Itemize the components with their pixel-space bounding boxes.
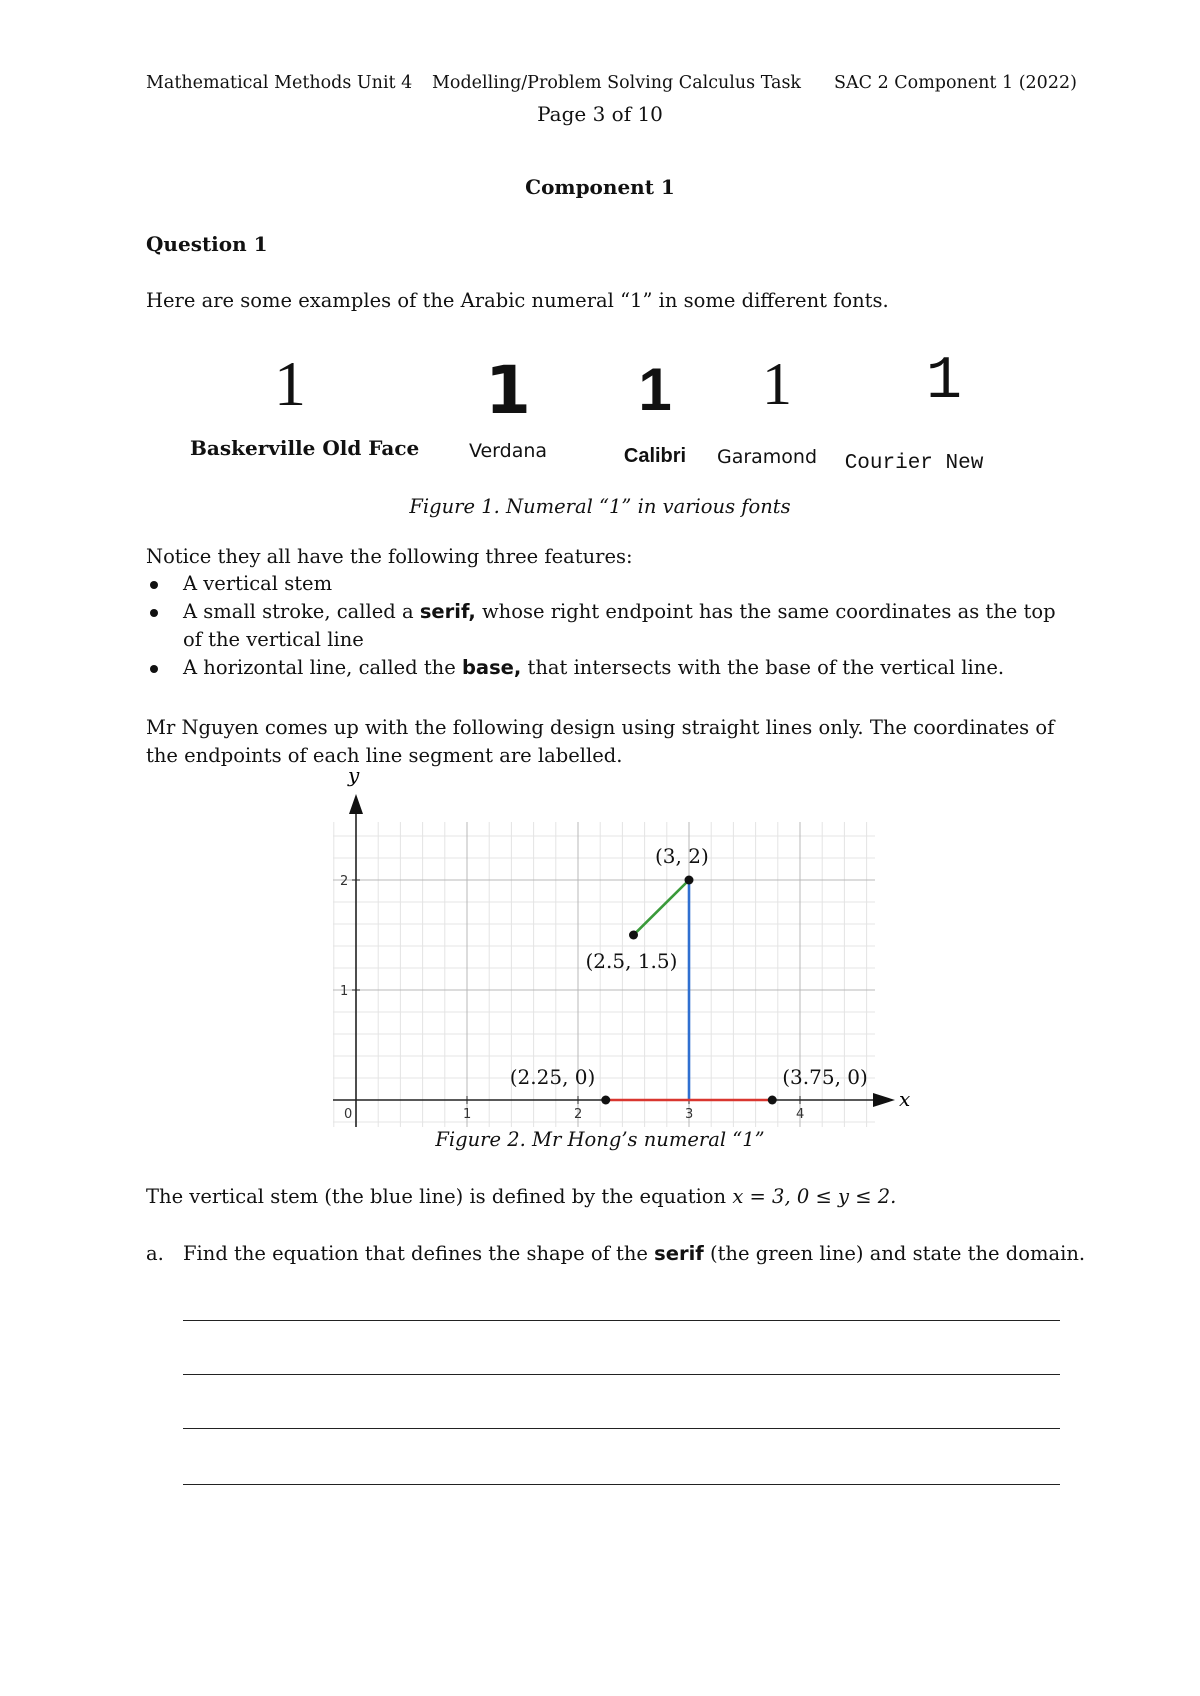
intro-text: Here are some examples of the Arabic numeral “1” in some different fonts. — [146, 289, 889, 312]
coordinate-label: (3, 2) — [655, 844, 709, 868]
glyph-calibri: 1 — [638, 356, 672, 423]
answer-line[interactable] — [183, 1428, 1060, 1429]
x-tick-label: 0 — [344, 1107, 353, 1122]
stem-text: The vertical stem (the blue line) is defined by the equation x = 3, 0 ≤ y ≤ 2. — [146, 1185, 897, 1208]
coordinate-label: (2.5, 1.5) — [585, 949, 678, 973]
figure2-caption: Figure 2. Mr Hong’s numeral “1” — [435, 1128, 765, 1151]
endpoint-dot — [768, 1096, 777, 1105]
notice-text: Notice they all have the following three features: — [146, 545, 633, 568]
font-name-calibri: Calibri — [623, 445, 687, 467]
answer-line[interactable] — [183, 1374, 1060, 1375]
coordinate-label: (2.25, 0) — [509, 1065, 596, 1089]
header-component: SAC 2 Component 1 (2022) — [834, 73, 1077, 93]
stem-equation: x = 3, 0 ≤ y ≤ 2. — [732, 1185, 897, 1208]
header-course: Mathematical Methods Unit 4 — [146, 73, 413, 93]
answer-line[interactable] — [183, 1484, 1060, 1485]
serif-segment — [634, 880, 690, 935]
glyph-courier: 1 — [925, 348, 962, 416]
glyph-verdana: 1 — [485, 352, 531, 429]
numeral-graph — [300, 770, 940, 1145]
x-axis-label: x — [899, 1087, 911, 1111]
figure1-caption: Figure 1. Numeral “1” in various fonts — [409, 495, 791, 518]
answer-line[interactable] — [183, 1320, 1060, 1321]
part-a-letter: a. — [146, 1242, 164, 1265]
font-name-baskerville: Baskerville Old Face — [190, 436, 420, 460]
font-name-courier: Courier New — [844, 452, 984, 475]
x-axis-arrow-icon — [873, 1093, 895, 1107]
endpoint-dot — [629, 931, 638, 940]
design-text: Mr Nguyen comes up with the following design using straight lines only. The coordinates of the endpoints of each line segment are labelled. — [146, 716, 1055, 767]
x-tick-label: 4 — [796, 1107, 805, 1122]
x-tick-label: 1 — [463, 1107, 472, 1122]
page-title: Component 1 — [525, 175, 675, 199]
glyph-garamond: 1 — [762, 351, 792, 417]
header-task: Modelling/Problem Solving Calculus Task — [432, 73, 802, 93]
font-name-garamond: Garamond — [716, 446, 818, 468]
feature-list — [146, 570, 1066, 682]
x-tick-label: 3 — [685, 1107, 694, 1122]
y-axis-arrow-icon — [349, 794, 363, 814]
endpoint-dot — [601, 1096, 610, 1105]
feature-item: A horizontal line, called the base, that intersects with the base of the vertical line. — [146, 654, 1066, 682]
y-axis-label: y — [348, 770, 360, 787]
bullet-icon — [150, 581, 158, 589]
coordinate-label: (3.75, 0) — [782, 1065, 868, 1089]
y-tick-label: 1 — [340, 984, 349, 999]
bullet-icon — [150, 665, 158, 673]
bullet-icon — [150, 609, 158, 617]
question-heading: Question 1 — [146, 232, 268, 256]
feature-item: A small stroke, called a serif, whose right endpoint has the same coordinates as the top of the vertical line — [146, 598, 1066, 654]
endpoint-dot — [685, 876, 694, 885]
page-number: Page 3 of 10 — [537, 102, 663, 126]
part-a-question: Find the equation that defines the shape of the serif (the green line) and state the domain. — [183, 1242, 1086, 1265]
feature-item: A vertical stem — [146, 570, 1066, 598]
glyph-baskerville: 1 — [274, 348, 306, 419]
y-tick-label: 2 — [340, 874, 349, 889]
font-name-verdana: Verdana — [468, 440, 548, 462]
x-tick-label: 2 — [574, 1107, 583, 1122]
